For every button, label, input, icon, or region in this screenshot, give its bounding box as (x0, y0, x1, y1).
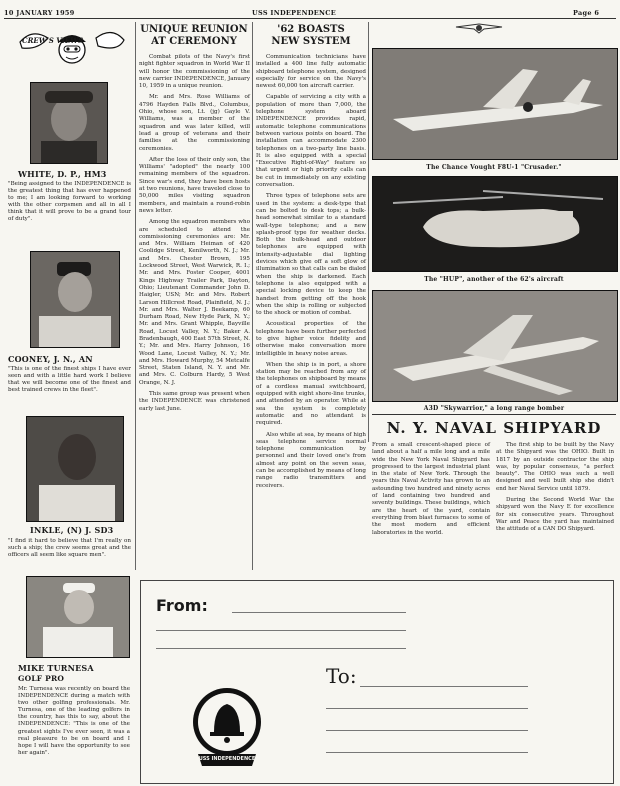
phone-article-body (256, 54, 366, 494)
shipyard-col2 (496, 442, 614, 538)
profile-subtitle: GOLF PRO (18, 674, 65, 683)
photo-skywarrior (372, 290, 618, 402)
page-number: Page 6 (573, 9, 600, 17)
profile-quote: "This is one of the finest ships I have ever seen and with a little hard work I believe that we will become one of the finest and best trained crews in the fleet". (8, 366, 131, 394)
masthead-title: USS INDEPENDENCE (252, 9, 336, 17)
crews-views-text: CREW'S VIEWS (22, 36, 84, 45)
reunion-headline-line1: UNIQUE REUNION (140, 24, 248, 35)
paragraph: The first ship to be built by the Navy at the Shipyard was the OHIO. Built in 1817 by an outside contractor the ship was, by popular consensus, "a perfect beauty". The OHIO was such a well designed and well built ship she didn't end her Naval Service until 1879. (496, 442, 614, 492)
paragraph: Among the squadron members who are scheduled to attend the commissioning ceremonies are: Mr. and Mrs. William Heiman of 420 Coolidge Street, Kenilworth, N. J.; Mr. and Mrs. Chester Brown, 195 Lockwood Street, West Warwick, R. I.; Mr. and Mrs. Foster Cooper, 4001 Kings Highway Trailer Park, Dayton, Ohio; Lieutenant Commander John D. Haigler, USN; Mr. and Mrs. Robert Larson Hillcrest Road, Plainfield, N. J.; Mr. and Mrs. Walter J. Beekamp, 60 Durham Road, New Hyde Park, N. Y.; Mr. and Mrs. Grant Whipple, Bayville Road, Locust Valley, N. Y.; Baker A. Bradenbaugh, 400 East 57th Street, N. Y.; Mr. and Mrs. Harry Johnson, 16 Wood Lane, Locust Valley, N. Y.; Mr. and Mrs. Howard Murphy, 54 Metcalfe Street, Staten Island, N. Y. and Mr. and Mrs. C. Colburn Hardy, 5 West Orange, N. J. (139, 219, 250, 386)
issue-date: 10 JANUARY 1959 (4, 9, 75, 17)
profile-name: INKLE, (N) J. SD3 (30, 525, 114, 535)
paragraph: When the ship is in port, a shore station may be reached from any of the telephones on shipboard by means of a cordless manual switchboard, equipped with eight shore-line trunks, and attended by an operator. While at sea the system is completely automatic and no attendant is required. (256, 361, 366, 427)
phone-headline-line2: NEW SYSTEM (271, 36, 351, 47)
photo-crusader (372, 48, 618, 160)
to-line[interactable] (326, 730, 528, 731)
liberty-bell-seal-icon (190, 686, 264, 774)
paragraph: Communication technicians have installed a 400 line fully automatic shipboard telephone system, designed especially for service on the Navy's newest 60,000 ton aircraft carrier. (256, 54, 366, 90)
from-line[interactable] (232, 612, 406, 613)
column-divider (252, 22, 253, 570)
reunion-headline (138, 24, 250, 48)
phone-headline (255, 24, 367, 48)
caption-skywarrior: A3D "Skywarrior," a long range bomber (423, 405, 565, 412)
profile-name: MIKE TURNESA (18, 663, 94, 673)
shipyard-col1: From a small crescent-shaped piece of land about a half a mile long and a mile wide the New York Naval Shipyard has progressed to the largest industrial plant in the state of New York. Through the years this Naval Activity has grown to an astounding two hundred and ninety acres of land containing two hundred and seventy buildings. These buildings, which are the heart of the yard, contain everything from blast furnaces to some of the most modern and efficient laboratories in the world. (372, 442, 490, 536)
shipyard-headline: N. Y. NAVAL SHIPYARD (386, 419, 602, 437)
paragraph: Mr. and Mrs. Rose Williams of 4796 Hayden Falls Blvd., Columbus, Ohio, whose son, Lt. (jg) Gayle V. Williams, was a member of the squadron and was later killed, will lead a group of veterans and their families at the commissioning ceremonies. (139, 94, 250, 152)
profile-name: COONEY, J. N., AN (8, 354, 93, 364)
to-label: To: (326, 664, 357, 688)
paragraph: During the Second World War the shipyard won the Navy E for excellence for six consecutive years. Throughout War and Peace the yard has maintained the attitude of a CAN DO Shipyard. (496, 497, 614, 533)
paragraph: Three types of telephone sets are used in the system: a desk-type that can be bolted to desk tops; a bulk-head somewhat similar to a standard wall-type telephone; and a new splash-proof type for weather decks. Both the bulk-head and outdoor telephones are equipped with intensity-adjustable dial lighting devices which give off a soft glow of illumination so that calls can be dialed when the ship is darkened. Each telephone is also equipped with a special locking device to keep the handset from getting off the hook when the ship is rolling or subjected to the shock or motion of combat. (256, 193, 366, 317)
seal-text: USS INDEPENDENCE (198, 756, 256, 762)
paragraph: Combat pilots of the Navy's first night fighter squadron in World War II will honor the commissioning of the new carrier INDEPENDENCE, January 10, 1959 in a unique reunion. (139, 54, 250, 90)
from-line[interactable] (156, 630, 406, 631)
phone-headline-line1: '62 BOASTS (277, 24, 345, 35)
to-line[interactable] (326, 752, 528, 753)
column-divider (135, 22, 136, 570)
crews-views-logo (18, 24, 126, 72)
paragraph: This same group was present when the INDEPENDENCE was christened early last June. (139, 391, 250, 412)
header-rule (4, 18, 616, 19)
to-line[interactable] (360, 686, 528, 687)
profile-quote: "Being assigned to the INDEPENDENCE is the greatest thing that has ever happened to me; I am looking forward to working with the other corpsmen and all in all I think that it will prove to be a grand tour of duty". (8, 181, 131, 223)
paragraph: Also while at sea, by means of high seas telephone service normal telephone communication by personnel and their loved one's from almost any point on the seven seas, can be accomplished by means of long range radio transmitters and receivers. (256, 431, 366, 489)
profile-name: WHITE, D. P., HM3 (18, 169, 107, 179)
profile-quote: "I find it hard to believe that I'm really on such a ship; the crew seems great and the officers all seem like square men". (8, 538, 131, 559)
caption-crusader: The Chance Vought F8U-1 "Crusader." (426, 164, 562, 171)
profile-photo-white (30, 82, 108, 164)
shipyard-rule (372, 414, 616, 415)
caption-hup: The "HUP", another of the 62's aircraft (424, 276, 564, 283)
profile-quote: Mr. Turnesa was recently on board the INDEPENDENCE during a match with two other golfing professionals. Mr. Turnesa, one of the leading golfers in the country, has this to say, about the INDEPENDENCE: "This is one of the greatest sights I've ever seen, it was a real pleasure to be on board and I hope I will have the opportunity to see her again". (18, 686, 130, 756)
reunion-headline-line2: AT CEREMONY (151, 36, 237, 47)
profile-photo-cooney (30, 251, 120, 348)
reunion-article-body (139, 54, 250, 417)
photo-hup (372, 176, 618, 272)
profile-photo-inkle (26, 416, 124, 522)
from-label: From: (156, 596, 208, 615)
profile-photo-turnesa (26, 576, 130, 658)
paragraph: After the loss of their only son, the Williams' "adopted" the nearly 100 remaining members of the squadron. Since war's end, they have been hosts at two reunions, have traveled close to 50,000 miles visiting squadron members, and maintain a round-robin news letter. (139, 156, 250, 214)
paragraph: Acoustical properties of the telephone have been further perfected to give higher voice fidelity and otherwise make conversation more intelligible in heavy noise areas. (256, 321, 366, 357)
to-line[interactable] (326, 708, 528, 709)
column-divider (368, 22, 369, 442)
from-line[interactable] (156, 648, 406, 649)
paragraph: Capable of servicing a city with a population of more than 7,000, the telephone system aboard INDEPENDENCE provides rapid, automatic telephone communications between various points on board. The installation can accommodate 2300 telephones on a two-party line basis. It is also equipped with a special "Executive Right-of-Way" feature so that urgent or high priority calls can be cut in immediately on any existing conversation. (256, 94, 366, 189)
wings-emblem-icon (454, 20, 504, 34)
